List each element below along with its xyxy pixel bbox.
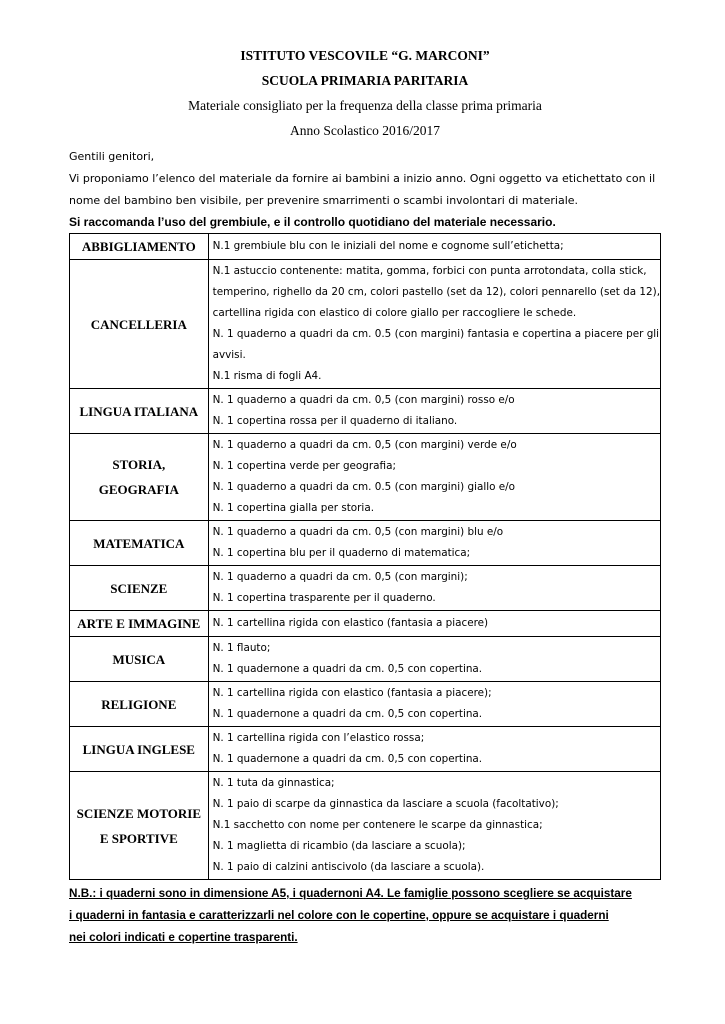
intro-line-1: Vi proponiamo l’elenco del materiale da fornire ai bambini a inizio anno. Ogni oggetto va etichettato con il bbox=[69, 172, 656, 185]
item-line: N. 1 maglietta di ricambio (da lasciare a scuola); bbox=[212, 840, 466, 852]
item-line: N.1 sacchetto con nome per contenere le scarpe da ginnastica; bbox=[212, 819, 543, 831]
item-line: N. 1 paio di calzini antiscivolo (da lasciare a scuola). bbox=[212, 861, 485, 873]
item-line: N. 1 tuta da ginnastica; bbox=[212, 777, 335, 789]
category-cell: CANCELLERIA bbox=[70, 260, 209, 389]
document-page bbox=[69, 43, 661, 949]
item-line: cartellina rigida con elastico di colore giallo per raccogliere le schede. bbox=[212, 307, 577, 319]
footnote-line-2: i quaderni in fantasia e caratterizzarli nel colore con le copertine, oppure se acquistare i quaderni bbox=[69, 909, 609, 922]
items-cell bbox=[208, 611, 660, 637]
items-cell bbox=[208, 682, 660, 727]
item-line: N. 1 copertina verde per geografia; bbox=[212, 460, 396, 472]
intro-line-2: nome del bambino ben visibile, per prevenire smarrimenti o scambi involontari di materiale. bbox=[69, 194, 579, 207]
item-line: N. 1 quadernone a quadri da cm. 0,5 con copertina. bbox=[212, 753, 483, 765]
category-cell: SCIENZE MOTORIE E SPORTIVE bbox=[70, 772, 209, 880]
item-line: N. 1 cartellina rigida con elastico (fantasia a piacere); bbox=[212, 687, 492, 699]
item-line: avvisi. bbox=[212, 349, 246, 361]
table-row bbox=[70, 637, 661, 682]
item-line: N. 1 cartellina rigida con elastico (fantasia a piacere) bbox=[212, 617, 489, 629]
intro-recommendation: Si raccomanda l’uso del grembiule, e il controllo quotidiano del materiale necessario. bbox=[69, 215, 556, 229]
item-line: N. 1 copertina gialla per storia. bbox=[212, 502, 374, 514]
item-line: N.1 risma di fogli A4. bbox=[212, 370, 322, 382]
footnote-line-3: nei colori indicati e copertine trasparenti. bbox=[69, 931, 298, 944]
item-line: N. 1 paio di scarpe da ginnastica da lasciare a scuola (facoltativo); bbox=[212, 798, 559, 810]
item-line: N. 1 flauto; bbox=[212, 642, 271, 654]
item-line: N. 1 cartellina rigida con l’elastico rossa; bbox=[212, 732, 425, 744]
item-line: N.1 grembiule blu con le iniziali del nome e cognome sull’etichetta; bbox=[212, 240, 564, 252]
items-cell bbox=[208, 566, 660, 611]
table-row bbox=[70, 727, 661, 772]
table-row bbox=[70, 521, 661, 566]
item-line: N. 1 quaderno a quadri da cm. 0,5 (con margini) rosso e/o bbox=[212, 394, 515, 406]
item-line: N. 1 copertina blu per il quaderno di matematica; bbox=[212, 547, 471, 559]
item-line: N. 1 quadernone a quadri da cm. 0,5 con copertina. bbox=[212, 708, 483, 720]
category-cell: RELIGIONE bbox=[70, 682, 209, 727]
item-line: N. 1 quadernone a quadri da cm. 0,5 con copertina. bbox=[212, 663, 483, 675]
item-line: N. 1 copertina trasparente per il quaderno. bbox=[212, 592, 436, 604]
school-title: SCUOLA PRIMARIA PARITARIA bbox=[261, 73, 469, 88]
category-cell: MUSICA bbox=[70, 637, 209, 682]
item-line: N. 1 copertina rossa per il quaderno di italiano. bbox=[212, 415, 458, 427]
table-row bbox=[70, 566, 661, 611]
footnote-line-1: N.B.: i quaderni sono in dimensione A5, i quadernoni A4. Le famiglie possono scegliere se acquistare bbox=[69, 887, 632, 900]
item-line: N. 1 quaderno a quadri da cm. 0.5 (con margini) fantasia e copertina a piacere per gli bbox=[212, 328, 660, 340]
category-cell: STORIA, GEOGRAFIA bbox=[70, 434, 209, 521]
table-row bbox=[70, 772, 661, 880]
items-cell bbox=[208, 260, 660, 389]
document-subtitle: Materiale consigliato per la frequenza della classe prima primaria bbox=[188, 98, 542, 113]
items-cell bbox=[208, 772, 660, 880]
school-year: Anno Scolastico 2016/2017 bbox=[290, 123, 440, 138]
item-line: N. 1 quaderno a quadri da cm. 0,5 (con margini) blu e/o bbox=[212, 526, 504, 538]
institute-title: ISTITUTO VESCOVILE “G. MARCONI” bbox=[240, 48, 490, 63]
table-row bbox=[70, 234, 661, 260]
table-row bbox=[70, 611, 661, 637]
table-row bbox=[70, 682, 661, 727]
items-cell bbox=[208, 234, 660, 260]
item-line: temperino, righello da 20 cm, colori pastello (set da 12), colori pennarello (set da 12), bbox=[212, 286, 660, 298]
item-line: N.1 astuccio contenente: matita, gomma, forbici con punta arrotondata, colla stick, bbox=[212, 265, 647, 277]
item-line: N. 1 quaderno a quadri da cm. 0,5 (con margini) verde e/o bbox=[212, 439, 517, 451]
intro-greeting: Gentili genitori, bbox=[69, 150, 155, 163]
category-cell: LINGUA INGLESE bbox=[70, 727, 209, 772]
items-cell bbox=[208, 727, 660, 772]
category-cell: ABBIGLIAMENTO bbox=[70, 234, 209, 260]
items-cell bbox=[208, 434, 660, 521]
table-row bbox=[70, 389, 661, 434]
items-cell bbox=[208, 637, 660, 682]
materials-table bbox=[69, 233, 661, 880]
items-cell bbox=[208, 389, 660, 434]
item-line: N. 1 quaderno a quadri da cm. 0.5 (con margini) giallo e/o bbox=[212, 481, 516, 493]
category-cell: ARTE E IMMAGINE bbox=[70, 611, 209, 637]
items-cell bbox=[208, 521, 660, 566]
category-cell: SCIENZE bbox=[70, 566, 209, 611]
table-row bbox=[70, 434, 661, 521]
table-row bbox=[70, 260, 661, 389]
category-cell: MATEMATICA bbox=[70, 521, 209, 566]
category-cell: LINGUA ITALIANA bbox=[70, 389, 209, 434]
item-line: N. 1 quaderno a quadri da cm. 0,5 (con margini); bbox=[212, 571, 468, 583]
